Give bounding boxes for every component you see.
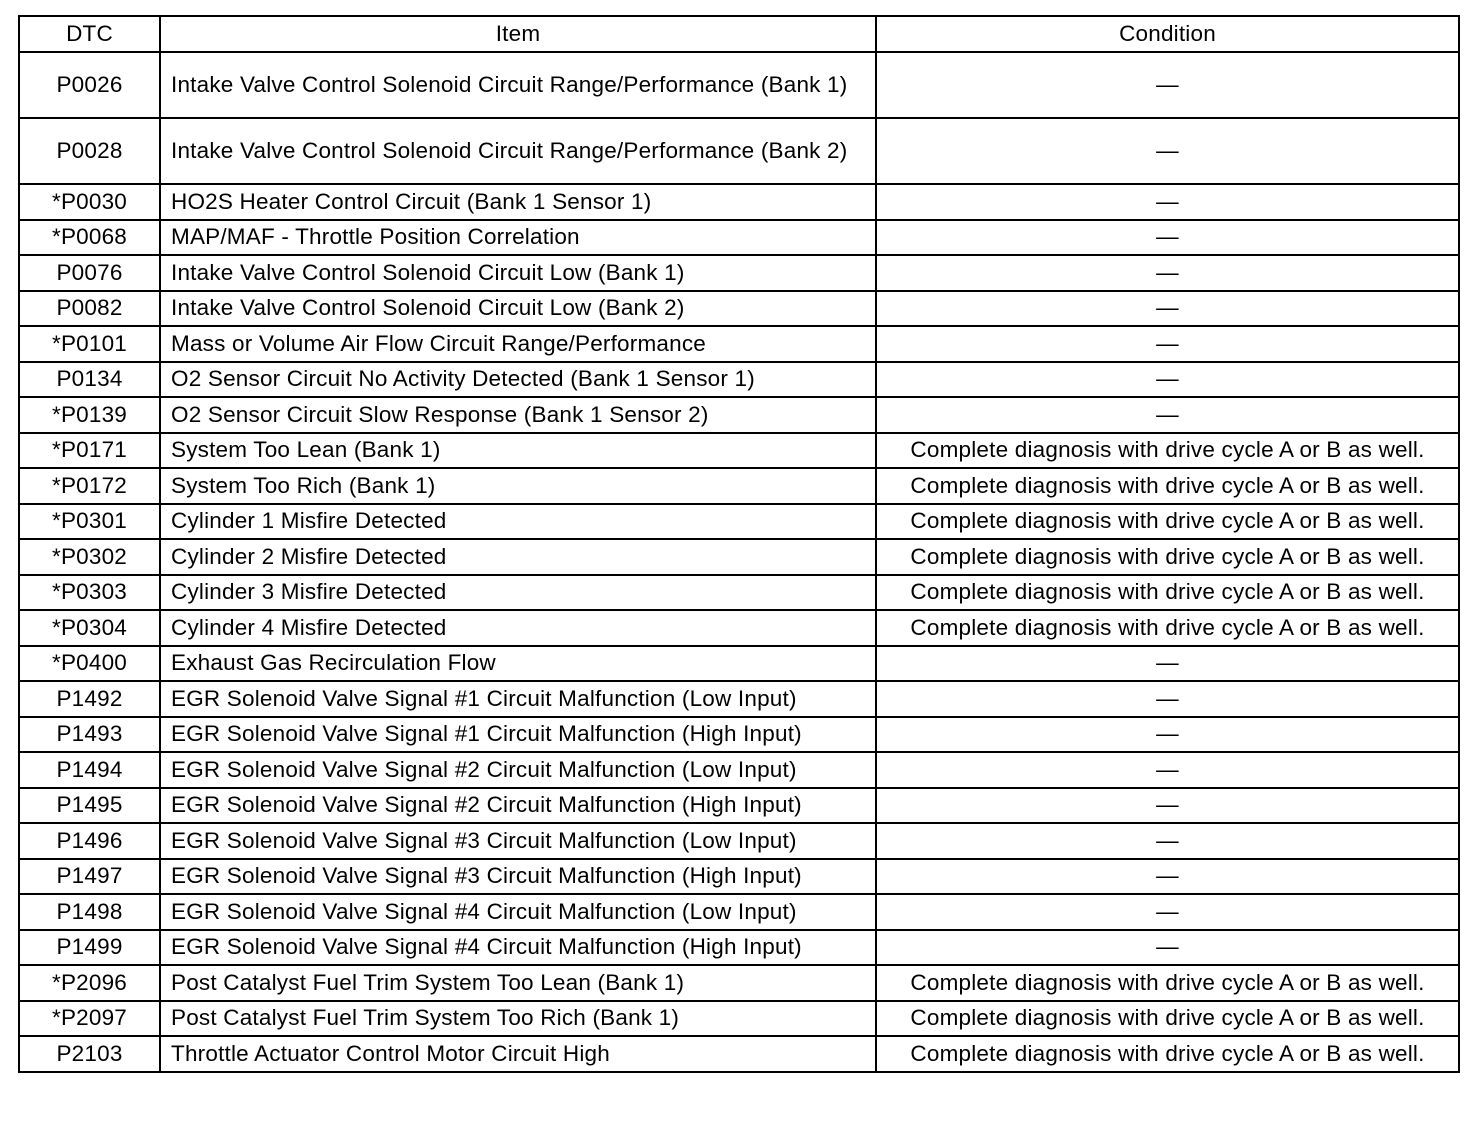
dtc-table bbox=[18, 15, 1460, 1073]
table-row bbox=[19, 220, 1459, 256]
item-cell: O2 Sensor Circuit Slow Response (Bank 1 Sensor 2) bbox=[160, 397, 876, 433]
condition-cell: Complete diagnosis with drive cycle A or B as well. bbox=[876, 1001, 1459, 1037]
condition-cell: — bbox=[876, 646, 1459, 682]
dtc-cell: *P0171 bbox=[19, 433, 160, 469]
table-body bbox=[19, 52, 1459, 1072]
table-row bbox=[19, 255, 1459, 291]
item-cell: Intake Valve Control Solenoid Circuit Low (Bank 1) bbox=[160, 255, 876, 291]
dtc-cell: P0076 bbox=[19, 255, 160, 291]
table-row bbox=[19, 752, 1459, 788]
dtc-cell: P0028 bbox=[19, 118, 160, 184]
table-row bbox=[19, 52, 1459, 118]
table-row bbox=[19, 681, 1459, 717]
item-cell: EGR Solenoid Valve Signal #4 Circuit Malfunction (High Input) bbox=[160, 930, 876, 966]
table-row bbox=[19, 646, 1459, 682]
dtc-cell: *P0301 bbox=[19, 504, 160, 540]
dtc-cell: P1496 bbox=[19, 823, 160, 859]
dtc-cell: *P0030 bbox=[19, 184, 160, 220]
condition-cell: Complete diagnosis with drive cycle A or B as well. bbox=[876, 610, 1459, 646]
item-cell: Post Catalyst Fuel Trim System Too Rich (Bank 1) bbox=[160, 1001, 876, 1037]
table-row bbox=[19, 326, 1459, 362]
condition-cell: Complete diagnosis with drive cycle A or B as well. bbox=[876, 433, 1459, 469]
table-row bbox=[19, 894, 1459, 930]
item-cell: Mass or Volume Air Flow Circuit Range/Performance bbox=[160, 326, 876, 362]
dtc-cell: P1493 bbox=[19, 717, 160, 753]
item-cell: Cylinder 1 Misfire Detected bbox=[160, 504, 876, 540]
dtc-cell: *P0302 bbox=[19, 539, 160, 575]
table-row bbox=[19, 433, 1459, 469]
condition-cell: Complete diagnosis with drive cycle A or B as well. bbox=[876, 1036, 1459, 1072]
condition-cell: Complete diagnosis with drive cycle A or B as well. bbox=[876, 504, 1459, 540]
item-cell: System Too Rich (Bank 1) bbox=[160, 468, 876, 504]
dtc-cell: P1495 bbox=[19, 788, 160, 824]
dtc-cell: *P0068 bbox=[19, 220, 160, 256]
dtc-cell: *P0400 bbox=[19, 646, 160, 682]
table-row bbox=[19, 610, 1459, 646]
dtc-cell: P1494 bbox=[19, 752, 160, 788]
item-cell: EGR Solenoid Valve Signal #3 Circuit Malfunction (Low Input) bbox=[160, 823, 876, 859]
table-row bbox=[19, 291, 1459, 327]
table-row bbox=[19, 1001, 1459, 1037]
condition-cell: — bbox=[876, 397, 1459, 433]
condition-cell: — bbox=[876, 717, 1459, 753]
table-row bbox=[19, 823, 1459, 859]
dtc-cell: P1499 bbox=[19, 930, 160, 966]
table-row bbox=[19, 397, 1459, 433]
item-cell: EGR Solenoid Valve Signal #3 Circuit Malfunction (High Input) bbox=[160, 859, 876, 895]
dtc-cell: P0134 bbox=[19, 362, 160, 398]
condition-cell: — bbox=[876, 184, 1459, 220]
condition-cell: — bbox=[876, 220, 1459, 256]
item-cell: MAP/MAF - Throttle Position Correlation bbox=[160, 220, 876, 256]
dtc-cell: *P2097 bbox=[19, 1001, 160, 1037]
condition-cell: — bbox=[876, 52, 1459, 118]
condition-cell: — bbox=[876, 255, 1459, 291]
dtc-cell: *P0303 bbox=[19, 575, 160, 611]
table-row bbox=[19, 965, 1459, 1001]
header-dtc: DTC bbox=[19, 16, 160, 52]
item-cell: EGR Solenoid Valve Signal #1 Circuit Malfunction (Low Input) bbox=[160, 681, 876, 717]
item-cell: O2 Sensor Circuit No Activity Detected (Bank 1 Sensor 1) bbox=[160, 362, 876, 398]
condition-cell: Complete diagnosis with drive cycle A or B as well. bbox=[876, 965, 1459, 1001]
condition-cell: — bbox=[876, 894, 1459, 930]
table-row bbox=[19, 930, 1459, 966]
item-cell: EGR Solenoid Valve Signal #4 Circuit Malfunction (Low Input) bbox=[160, 894, 876, 930]
item-cell: EGR Solenoid Valve Signal #2 Circuit Malfunction (Low Input) bbox=[160, 752, 876, 788]
table-row bbox=[19, 184, 1459, 220]
table-row bbox=[19, 859, 1459, 895]
table-row bbox=[19, 504, 1459, 540]
table-row bbox=[19, 1036, 1459, 1072]
condition-cell: Complete diagnosis with drive cycle A or B as well. bbox=[876, 575, 1459, 611]
item-cell: HO2S Heater Control Circuit (Bank 1 Sensor 1) bbox=[160, 184, 876, 220]
condition-cell: — bbox=[876, 788, 1459, 824]
table-row bbox=[19, 118, 1459, 184]
table-row bbox=[19, 717, 1459, 753]
condition-cell: — bbox=[876, 681, 1459, 717]
item-cell: Cylinder 4 Misfire Detected bbox=[160, 610, 876, 646]
dtc-cell: P1497 bbox=[19, 859, 160, 895]
dtc-cell: *P2096 bbox=[19, 965, 160, 1001]
item-cell: Intake Valve Control Solenoid Circuit Range/Performance (Bank 2) bbox=[160, 118, 876, 184]
condition-cell: Complete diagnosis with drive cycle A or B as well. bbox=[876, 468, 1459, 504]
condition-cell: Complete diagnosis with drive cycle A or B as well. bbox=[876, 539, 1459, 575]
condition-cell: — bbox=[876, 752, 1459, 788]
condition-cell: — bbox=[876, 118, 1459, 184]
table-header-row bbox=[19, 16, 1459, 52]
item-cell: Intake Valve Control Solenoid Circuit Range/Performance (Bank 1) bbox=[160, 52, 876, 118]
condition-cell: — bbox=[876, 859, 1459, 895]
dtc-cell: P1498 bbox=[19, 894, 160, 930]
table-row bbox=[19, 788, 1459, 824]
item-cell: Throttle Actuator Control Motor Circuit High bbox=[160, 1036, 876, 1072]
dtc-cell: P0026 bbox=[19, 52, 160, 118]
item-cell: EGR Solenoid Valve Signal #1 Circuit Malfunction (High Input) bbox=[160, 717, 876, 753]
dtc-cell: *P0101 bbox=[19, 326, 160, 362]
dtc-cell: P0082 bbox=[19, 291, 160, 327]
condition-cell: — bbox=[876, 291, 1459, 327]
table-row bbox=[19, 539, 1459, 575]
table-row bbox=[19, 575, 1459, 611]
condition-cell: — bbox=[876, 823, 1459, 859]
item-cell: Cylinder 2 Misfire Detected bbox=[160, 539, 876, 575]
item-cell: Intake Valve Control Solenoid Circuit Low (Bank 2) bbox=[160, 291, 876, 327]
dtc-cell: *P0304 bbox=[19, 610, 160, 646]
item-cell: System Too Lean (Bank 1) bbox=[160, 433, 876, 469]
item-cell: Cylinder 3 Misfire Detected bbox=[160, 575, 876, 611]
dtc-cell: *P0139 bbox=[19, 397, 160, 433]
header-condition: Condition bbox=[876, 16, 1459, 52]
table-row bbox=[19, 362, 1459, 398]
dtc-cell: P2103 bbox=[19, 1036, 160, 1072]
condition-cell: — bbox=[876, 362, 1459, 398]
condition-cell: — bbox=[876, 326, 1459, 362]
header-item: Item bbox=[160, 16, 876, 52]
item-cell: Post Catalyst Fuel Trim System Too Lean (Bank 1) bbox=[160, 965, 876, 1001]
dtc-cell: P1492 bbox=[19, 681, 160, 717]
dtc-cell: *P0172 bbox=[19, 468, 160, 504]
item-cell: EGR Solenoid Valve Signal #2 Circuit Malfunction (High Input) bbox=[160, 788, 876, 824]
item-cell: Exhaust Gas Recirculation Flow bbox=[160, 646, 876, 682]
table-row bbox=[19, 468, 1459, 504]
condition-cell: — bbox=[876, 930, 1459, 966]
